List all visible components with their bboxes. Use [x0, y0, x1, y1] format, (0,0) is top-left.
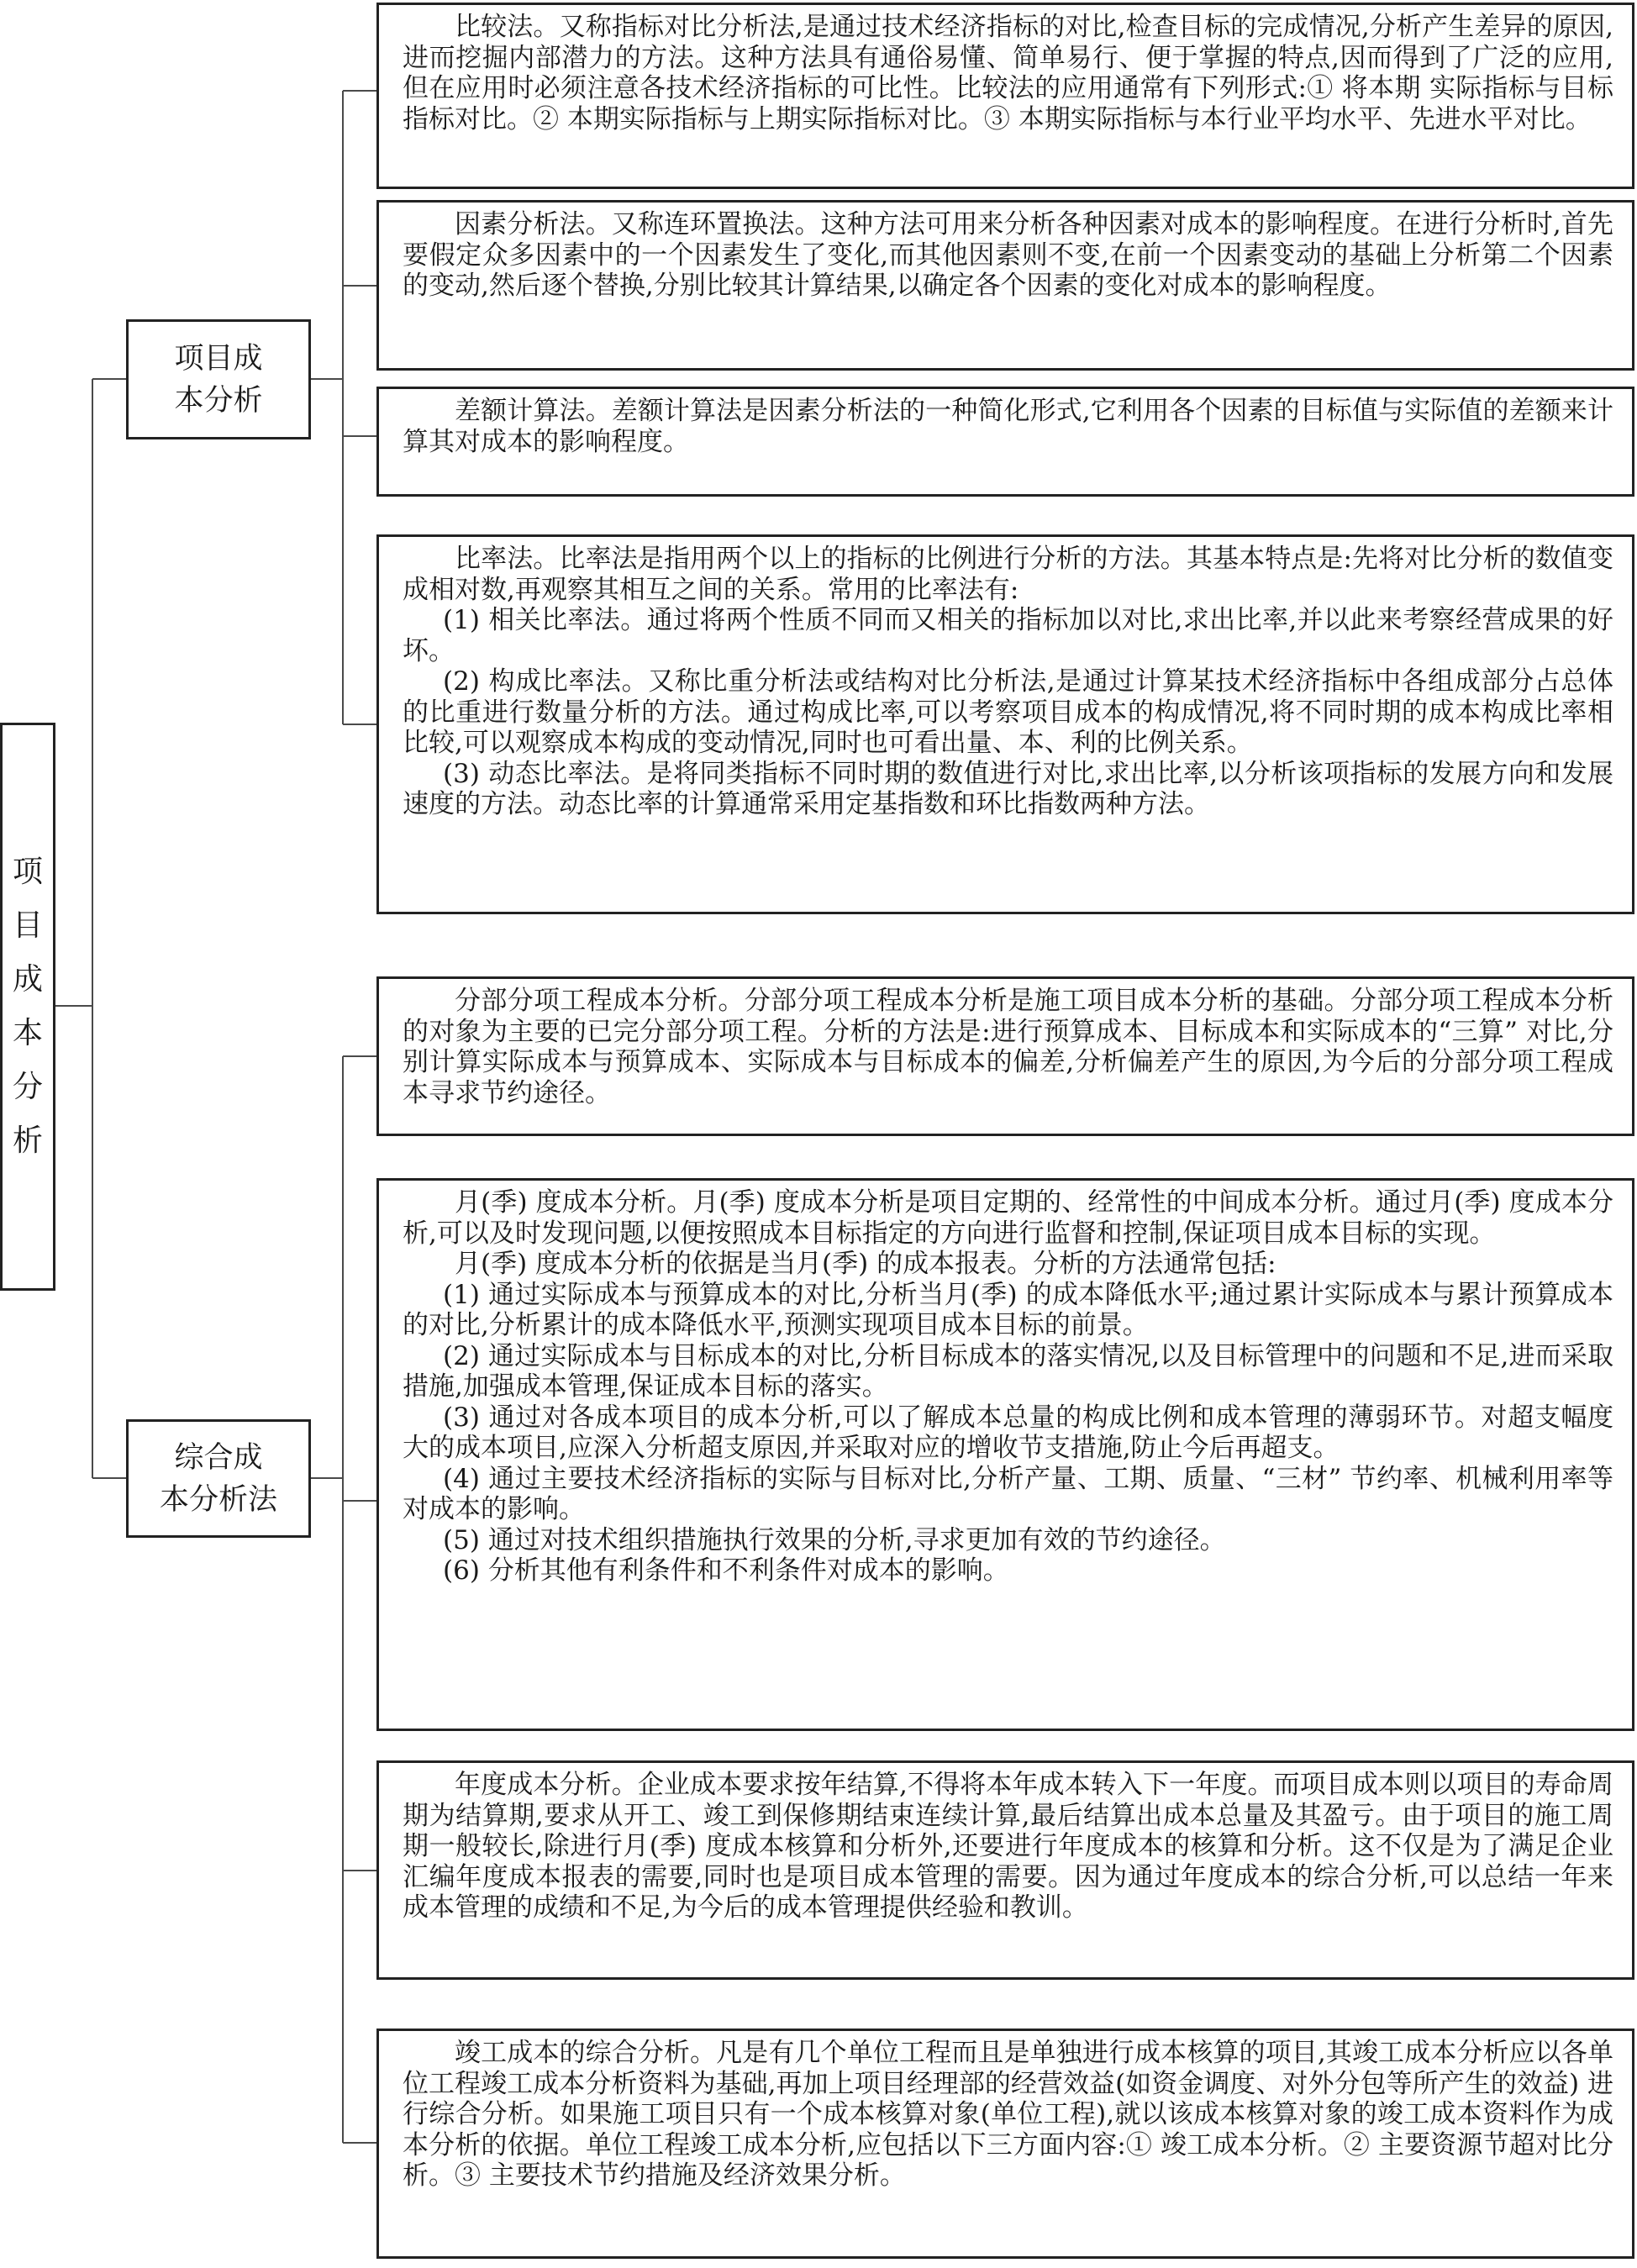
leaf-paragraph: (2) 构成比率法。又称比重分析法或结构对比分析法,是通过计算某技术经济指标中各组成部分占总体的比重进行数量分析的方法。通过构成比率,可以考察项目成本的构成情况,将不同时期的成本构成比率相比较,可以观察成本构成的变动情况,同时也可看出量、本、利的比例关系。: [403, 666, 1614, 758]
branch-label-line: 本分析: [174, 383, 263, 418]
leaf-comparison-method: [376, 3, 1634, 189]
root-node-project-cost-analysis: [0, 723, 55, 1291]
leaf-factor-analysis-method: [376, 200, 1634, 371]
branch-node-project-cost-analysis: [126, 319, 311, 439]
leaf-paragraph: (6) 分析其他有利条件和不利条件对成本的影响。: [443, 1555, 1009, 1586]
branch-label-line: 项目成: [174, 341, 263, 376]
root-char: 项: [12, 855, 43, 889]
leaf-paragraph: (2) 通过实际成本与目标成本的对比,分析目标成本的落实情况,以及目标管理中的问题和不足,进而采取措施,加强成本管理,保证成本目标的落实。: [403, 1340, 1613, 1402]
leaf-paragraph: 因素分析法。又称连环置换法。这种方法可用来分析各种因素对成本的影响程度。在进行分析时,首先要假定众多因素中的一个因素发生了变化,而其他因素则不变,在前一个因素变动的基础上分析第二个因素的变动,然后逐个替换,分别比较其计算结果,以确定各个因素的变化对成本的影响程度。: [403, 209, 1613, 301]
leaf-paragraph: 月(季) 度成本分析的依据是当月(季) 的成本报表。分析的方法通常包括:: [455, 1249, 1276, 1279]
leaf-paragraph: (3) 动态比率法。是将同类指标不同时期的数值进行对比,求出比率,以分析该项指标的发展方向和发展速度的方法。动态比率的计算通常采用定基指数和环比指数两种方法。: [403, 758, 1613, 819]
leaf-difference-calculation-method: [376, 387, 1634, 497]
leaf-paragraph: 竣工成本的综合分析。凡是有几个单位工程而且是单独进行成本核算的项目,其竣工成本分析应以各单位工程竣工成本分析资料为基础,再加上项目经理部的经营效益(如资金调度、对外分包等所产生的效益) 进行综合分析。如果施工项目只有一个成本核算对象(单位工程),就以该成本核算对象的竣工成本资料作为成本分析的依据。单位工程竣工成本分析,应包括以下三方面内容:① 竣工成本分析。② 主要资源节超对比分析。③ 主要技术节约措施及经济效果分析。: [403, 2038, 1613, 2191]
branch-node-comprehensive-cost-analysis: [126, 1419, 311, 1538]
leaf-paragraph: (1) 通过实际成本与预算成本的对比,分析当月(季) 的成本降低水平;通过累计实际成本与累计预算成本的对比,分析累计的成本降低水平,预测实现项目成本目标的前景。: [403, 1279, 1613, 1340]
leaf-paragraph: 月(季) 度成本分析。月(季) 度成本分析是项目定期的、经常性的中间成本分析。通过月(季) 度成本分析,可以及时发现问题,以便按照成本目标指定的方向进行监督和控制,保证项目成本目标的实现。: [403, 1187, 1613, 1249]
branch-label-line: 本分析法: [159, 1482, 277, 1517]
root-char: 目: [12, 908, 43, 943]
leaf-paragraph: (1) 相关比率法。通过将两个性质不同而又相关的指标加以对比,求出比率,并以此来考察经营成果的好坏。: [403, 605, 1613, 666]
leaf-paragraph: (5) 通过对技术组织措施执行效果的分析,寻求更加有效的节约途径。: [443, 1524, 1226, 1555]
leaf-paragraph: 分部分项工程成本分析。分部分项工程成本分析是施工项目成本分析的基础。分部分项工程成本分析的对象为主要的已完分部分项工程。分析的方法是:进行预算成本、目标成本和实际成本的“三算” 对比,分别计算实际成本与预算成本、实际成本与目标成本的偏差,分析偏差产生的原因,为今后的分部分项工程成本寻求节约途径。: [403, 986, 1614, 1108]
leaf-monthly-quarterly-cost-analysis: [376, 1178, 1634, 1731]
leaf-paragraph: (3) 通过对各成本项目的成本分析,可以了解成本总量的构成比例和成本管理的薄弱环节。对超支幅度大的成本项目,应深入分析超支原因,并采取对应的增收节支措施,防止今后再超支。: [403, 1402, 1613, 1463]
root-char: 本: [12, 1016, 43, 1050]
leaf-paragraph: 比较法。又称指标对比分析法,是通过技术经济指标的对比,检查目标的完成情况,分析产生差异的原因,进而挖掘内部潜力的方法。这种方法具有通俗易懂、简单易行、便于掌握的特点,因而得到了广泛的应用,但在应用时必须注意各技术经济指标的可比性。比较法的应用通常有下列形式:① 将本期 实际指标与目标指标对比。② 本期实际指标与上期实际指标对比。③ 本期实际指标与本行业平均水平、先进水平对比。: [403, 12, 1614, 134]
root-char: 分: [12, 1070, 43, 1104]
leaf-ratio-method: [376, 534, 1634, 914]
leaf-paragraph: (4) 通过主要技术经济指标的实际与目标对比,分析产量、工期、质量、“三材” 节约率、机械利用率等对成本的影响。: [403, 1463, 1613, 1524]
root-char: 析: [12, 1123, 43, 1158]
leaf-annual-cost-analysis: [376, 1760, 1634, 1980]
leaf-sub-project-cost-analysis: [376, 976, 1634, 1136]
root-char: 成: [12, 962, 43, 997]
leaf-paragraph: 差额计算法。差额计算法是因素分析法的一种简化形式,它利用各个因素的目标值与实际值的差额来计算其对成本的影响程度。: [403, 396, 1613, 457]
leaf-completion-cost-analysis: [376, 2029, 1634, 2259]
branch-label-line: 综合成: [174, 1440, 263, 1475]
leaf-paragraph: 比率法。比率法是指用两个以上的指标的比例进行分析的方法。其基本特点是:先将对比分析的数值变成相对数,再观察其相互之间的关系。常用的比率法有:: [403, 544, 1613, 605]
leaf-paragraph: 年度成本分析。企业成本要求按年结算,不得将本年成本转入下一年度。而项目成本则以项目的寿命周期为结算期,要求从开工、竣工到保修期结束连续计算,最后结算出成本总量及其盈亏。由于项目的施工周期一般较长,除进行月(季) 度成本核算和分析外,还要进行年度成本的核算和分析。这不仅是为了满足企业汇编年度成本报表的需要,同时也是项目成本管理的需要。因为通过年度成本的综合分析,可以总结一年来成本管理的成绩和不足,为今后的成本管理提供经验和教训。: [403, 1770, 1614, 1923]
